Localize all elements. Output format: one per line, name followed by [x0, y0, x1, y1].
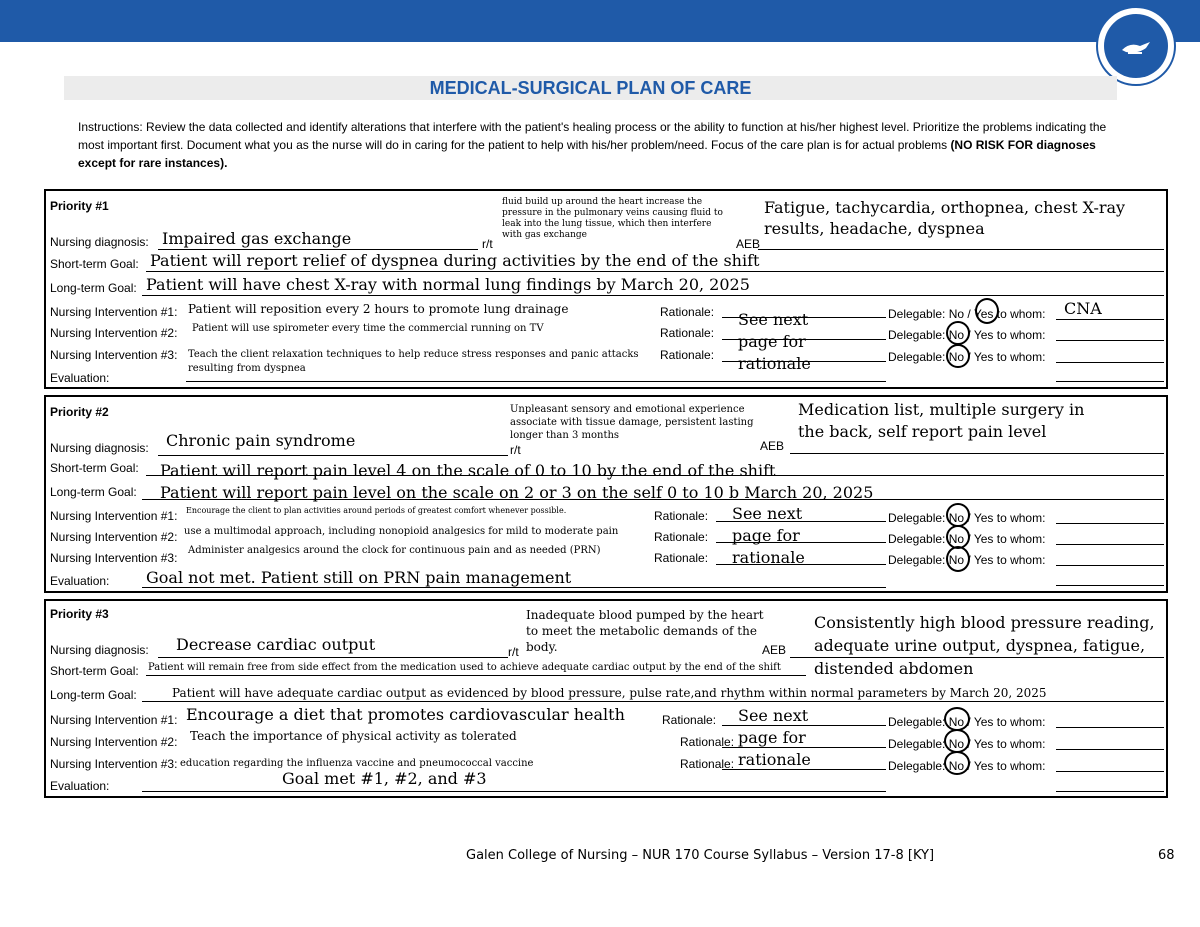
page-number: 68 — [1158, 848, 1175, 863]
rt-label: r/t — [482, 237, 493, 251]
rationale-value: See next page for rationale — [738, 310, 811, 373]
intervention-3-label: Nursing Intervention #3: — [50, 348, 178, 362]
delegable-1-label: Delegable: No / Yes to whom: — [888, 715, 1046, 729]
short-term-label: Short-term Goal: — [50, 257, 139, 271]
rationale-1-label: Rationale: — [654, 509, 709, 523]
rt-value: Unpleasant sensory and emotional experience associate with tissue damage, persistent lasting longer than 3 months — [510, 404, 754, 441]
long-term-label: Long-term Goal: — [50, 281, 137, 295]
aeb-label: AEB — [736, 237, 761, 251]
no-circle-2 — [946, 321, 970, 345]
intervention-2-value: Teach the importance of physical activity as tolerated — [190, 729, 517, 743]
aeb-value: Medication list, multiple surgery in the back, self report pain level — [798, 400, 1085, 441]
rationale-3-label: Rationale: — [654, 551, 709, 565]
short-term-value: Patient will report relief of dyspnea during activities by the end of the shift — [150, 251, 760, 270]
intervention-3-value: education regarding the influenza vaccine and pneumococcal vaccine — [180, 758, 534, 769]
no-circle-3 — [944, 751, 970, 775]
priority-2-box — [44, 395, 1168, 593]
rationale-1-label: Rationale: — [660, 305, 715, 319]
rt-label: r/t — [508, 645, 519, 659]
instructions — [78, 118, 1118, 172]
evaluation-value: Goal not met. Patient still on PRN pain management — [146, 568, 572, 587]
intervention-2-label: Nursing Intervention #2: — [50, 735, 178, 749]
yes-circle-1 — [975, 298, 999, 324]
intervention-1-value: Patient will reposition every 2 hours to promote lung drainage — [188, 302, 569, 316]
delegable-3-label: Delegable: No / Yes to whom: — [888, 553, 1046, 567]
delegable-1-label: Delegable: No / Yes to whom: — [888, 307, 1046, 321]
short-term-value: Patient will report pain level 4 on the scale of 0 to 10 by the end of the shift — [160, 461, 776, 480]
long-term-value: Patient will have adequate cardiac output as evidenced by blood pressure, pulse rate,and rhythm within normal parameters by March 20, 2025 — [172, 686, 1047, 700]
footer-text: Galen College of Nursing – NUR 170 Course Syllabus – Version 17-8 [KY] — [466, 848, 935, 863]
diagnosis-label: Nursing diagnosis: — [50, 235, 149, 249]
logo-seal — [1104, 14, 1168, 78]
intervention-2-value: use a multimodal approach, including nonopioid analgesics for mild to moderate pain — [184, 526, 619, 537]
instructions-text: Instructions: Review the data collected and identify alterations that interfere with the patient's healing process or the ability to function at his/her highest level. Prioritize the problems indicating the most important first. Document what you as the nurse will do in caring for the patient to help with his/her problem/need. Focus of the care plan is for actual problems — [78, 120, 1107, 152]
short-term-label: Short-term Goal: — [50, 664, 139, 678]
diagnosis-value: Chronic pain syndrome — [166, 431, 356, 450]
intervention-1-value: Encourage a diet that promotes cardiovascular health — [186, 705, 625, 724]
no-circle-2 — [944, 729, 970, 753]
diagnosis-value: Impaired gas exchange — [162, 229, 352, 248]
short-term-value: Patient will remain free from side effect from the medication used to achieve adequate cardiac output by the end of the shift — [148, 662, 781, 673]
evaluation-value: Goal met #1, #2, and #3 — [282, 769, 487, 788]
priority-3-box — [44, 599, 1168, 798]
no-circle-3 — [946, 344, 970, 368]
rationale-2-label: Rationale: — [680, 735, 735, 749]
college-logo — [1096, 6, 1176, 86]
evaluation-label: Evaluation: — [50, 371, 110, 385]
evaluation-label: Evaluation: — [50, 574, 110, 588]
aeb-value: Consistently high blood pressure reading, adequate urine output, dyspnea, fatigue, distended abdomen — [814, 613, 1155, 678]
short-term-label: Short-term Goal: — [50, 461, 139, 475]
diagnosis-value: Decrease cardiac output — [176, 635, 376, 654]
top-banner — [0, 0, 1200, 42]
aeb-label: AEB — [760, 439, 785, 453]
intervention-3-label: Nursing Intervention #3: — [50, 551, 178, 565]
page-title: MEDICAL-SURGICAL PLAN OF CARE — [429, 78, 752, 98]
long-term-label: Long-term Goal: — [50, 688, 137, 702]
intervention-1-label: Nursing Intervention #1: — [50, 713, 178, 727]
aeb-label: AEB — [762, 643, 787, 657]
intervention-1-label: Nursing Intervention #1: — [50, 305, 178, 319]
delegable-2-label: Delegable: No / Yes to whom: — [888, 328, 1046, 342]
priority-1-box — [44, 189, 1168, 389]
intervention-1-value: Encourage the client to plan activities around periods of greatest comfort whenever possible. — [186, 506, 567, 515]
rationale-3-label: Rationale: — [680, 757, 735, 771]
intervention-3-label: Nursing Intervention #3: — [50, 757, 178, 771]
rationale-3-label: Rationale: — [660, 348, 715, 362]
priority-label: Priority #2 — [50, 405, 109, 419]
long-term-label: Long-term Goal: — [50, 485, 137, 499]
intervention-2-value: Patient will use spirometer every time the commercial running on TV — [192, 323, 544, 334]
no-circle-3 — [946, 546, 970, 572]
priority-label: Priority #1 — [50, 199, 109, 213]
whom-1-value: CNA — [1064, 299, 1102, 318]
delegable-3-label: Delegable: No / Yes to whom: — [888, 759, 1046, 773]
intervention-2-label: Nursing Intervention #2: — [50, 530, 178, 544]
no-circle-1 — [946, 503, 970, 527]
long-term-value: Patient will have chest X-ray with normal lung findings by March 20, 2025 — [146, 275, 750, 294]
lamp-icon — [1120, 36, 1152, 56]
rationale-value: See next page for rationale — [732, 504, 805, 567]
rationale-1-label: Rationale: — [662, 713, 717, 727]
intervention-3-value: Administer analgesics around the clock for continuous pain and as needed (PRN) — [188, 545, 601, 556]
rt-label: r/t — [510, 443, 521, 457]
no-circle-1 — [944, 707, 970, 731]
delegable-3-label: Delegable: No / Yes to whom: — [888, 350, 1046, 364]
diagnosis-label: Nursing diagnosis: — [50, 643, 149, 657]
rationale-2-label: Rationale: — [660, 326, 715, 340]
rationale-value: See next page for rationale — [738, 706, 811, 769]
delegable-1-label: Delegable: No / Yes to whom: — [888, 511, 1046, 525]
aeb-value: Fatigue, tachycardia, orthopnea, chest X-ray results, headache, dyspnea — [764, 198, 1126, 238]
diagnosis-label: Nursing diagnosis: — [50, 441, 149, 455]
instructions-bold: (NO RISK FOR diagnoses except for rare instances). — [78, 138, 1096, 170]
delegable-2-label: Delegable: No / Yes to whom: — [888, 532, 1046, 546]
rt-value: fluid build up around the heart increase the pressure in the pulmonary veins causing fluid to leak into the lung tissue, which then interfere with gas exchange — [502, 197, 723, 240]
intervention-3-value: Teach the client relaxation techniques to help reduce stress responses and panic attacks resulting from dyspnea — [188, 349, 639, 374]
delegable-2-label: Delegable: No / Yes to whom: — [888, 737, 1046, 751]
evaluation-label: Evaluation: — [50, 779, 110, 793]
priority-label: Priority #3 — [50, 607, 109, 621]
long-term-value: Patient will report pain level on the scale on 2 or 3 on the self 0 to 10 b March 20, 2025 — [160, 483, 874, 502]
intervention-1-label: Nursing Intervention #1: — [50, 509, 178, 523]
intervention-2-label: Nursing Intervention #2: — [50, 326, 178, 340]
rationale-2-label: Rationale: — [654, 530, 709, 544]
rt-value: Inadequate blood pumped by the heart to meet the metabolic demands of the body. — [526, 608, 764, 654]
